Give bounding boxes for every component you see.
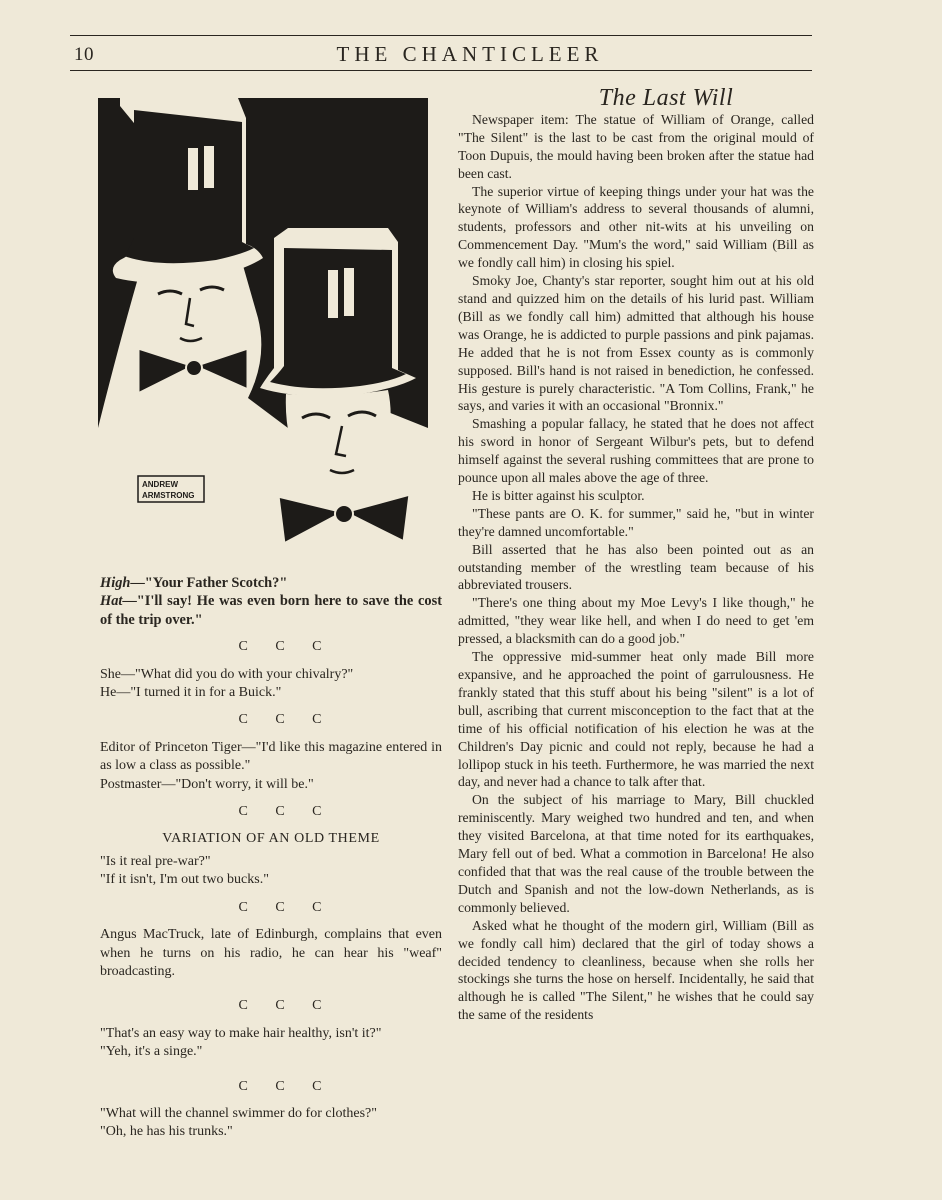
joke3-line1: Editor of Princeton Tiger—"I'd like this magazine entered in as low a class as possible.": [100, 739, 442, 774]
joke1-line2: [100, 592, 442, 629]
page-number: 10: [74, 44, 94, 65]
article-paragraph: On the subject of his marriage to Mary, Bill chuckled reminiscently. Mary weighed two hundred and ten, and when they visited Barcelona, at that time noted for its earthquakes, Mary fell out of bed. What a commotion in Barcelona! He also confided that that was the real cause of the trouble between the Dutch and Spanish and not the low-down Netherlands, as is commonly believed.: [458, 792, 814, 915]
joke7-line2: "Oh, he has his trunks.": [100, 1124, 233, 1140]
article-paragraph: Bill asserted that he has also been pointed out as an outstanding member of the wrestling team because of his abbreviated trousers.: [458, 541, 814, 593]
separator-ccc: C C C: [238, 712, 334, 728]
article-paragraph: Asked what he thought of the modern girl, William (Bill as we fondly call him) declared that the girl of today shows a decided tendency to cleanliness, because when she rolls her stockings she turns the hose on herself. Incidentally, he said that although he is called "The Silent," he wishes that he could say the same of the residents: [458, 917, 814, 1023]
article-paragraph: "These pants are O. K. for summer," said he, "but in winter they're damned uncomfortable.": [458, 505, 814, 539]
article-paragraph: Smashing a popular fallacy, he stated that he does not affect his sword in honor of Sergeant Wilbur's pets, but to defend himself against the several rushing committees that are prone to pounce upon all males above the age of three.: [458, 416, 814, 486]
header-rule-bottom: [70, 70, 812, 71]
article-paragraph: The superior virtue of keeping things under your hat was the keynote of William's address to several thousands of alumni, students, professors and other nit-wits at his unveiling on Commencement Day. "Mum's the word," said William (Bill as we fondly call him) in closing his spiel.: [458, 183, 814, 271]
article-paragraph: Smoky Joe, Chanty's star reporter, sought him out at his old stand and quizzed him on the details of his lurid past. William (Bill as we fondly call him) admitted that although his house was Orange, he is addicted to purple passions and pink pajamas. He added that he is not from Essex county as is commonly supposed. Bill's hand is not raised in benediction, he confessed. His gesture is purely characteristic. "A Tom Collins, Frank," he says, and varies it with an occasional "Bronnix.": [458, 273, 814, 414]
illustration-drawing: [98, 98, 428, 550]
joke1-speaker1: High: [100, 575, 131, 591]
joke4-line2: "If it isn't, I'm out two bucks.": [100, 872, 269, 888]
joke5: Angus MacTruck, late of Edinburgh, complains that even when he turns on his radio, he can hear his "weaf" broadcasting.: [100, 927, 442, 979]
separator-ccc: C C C: [238, 639, 334, 655]
artist-signature-line1: ANDREW: [142, 480, 178, 489]
header-rule-top: [70, 35, 812, 36]
separator-ccc: C C C: [238, 1078, 334, 1094]
separator-ccc: C C C: [238, 804, 334, 820]
article-paragraph: "There's one thing about my Moe Levy's I like though," he admitted, "they wear like hell, and when I do need to get 'em pressed, a blacksmith can do a good job.": [458, 595, 814, 647]
joke2-line1: She—"What did you do with your chivalry?": [100, 666, 354, 682]
article-paragraph: He is bitter against his sculptor.: [472, 487, 645, 503]
joke1-line1: [100, 574, 442, 592]
jokes-column: [100, 574, 442, 1142]
joke6-line2: "Yeh, it's a singe.": [100, 1044, 203, 1060]
theme-title: VARIATION OF AN OLD THEME: [162, 831, 380, 847]
article-paragraph: Newspaper item: The statue of William of Orange, called "The Silent" is the last to be cast from the original mould of Toon Dupuis, the mould having been broken after the statue had been cast.: [458, 111, 814, 181]
artist-signature-line2: ARMSTRONG: [142, 491, 195, 500]
magazine-title: THE CHANTICLEER: [336, 42, 604, 66]
joke1-text2: —"I'll say! He was even born here to save the cost of the trip over.": [100, 593, 442, 628]
separator-ccc: C C C: [238, 899, 334, 915]
joke6-line1: "That's an easy way to make hair healthy, isn't it?": [100, 1025, 382, 1041]
joke1-text1: —"Your Father Scotch?": [130, 575, 288, 591]
joke1-speaker2: Hat: [100, 593, 123, 610]
joke7-line1: "What will the channel swimmer do for clothes?": [100, 1105, 377, 1121]
top-hat-illustration: [98, 98, 428, 550]
joke4-line1: "Is it real pre-war?": [100, 853, 211, 869]
joke2-line2: He—"I turned it in for a Buick.": [100, 685, 282, 701]
joke3-line2: Postmaster—"Don't worry, it will be.": [100, 776, 314, 792]
article-paragraph: The oppressive mid-summer heat only made Bill more expansive, and he approached the point of garrulousness. He frankly stated that this stuff about his being "silent" is a lot of bull, ascribing that current misconception to the fact that at the time of his official notification of his election he was at the Children's Day picnic and could not reply, because he had a lollipop stuck in his teeth. Furthermore, he was married the next day, and never had a chance to talk after that.: [458, 649, 814, 790]
article-column: [458, 85, 814, 1024]
separator-ccc: C C C: [238, 998, 334, 1014]
article-title: The Last Will: [598, 85, 734, 111]
